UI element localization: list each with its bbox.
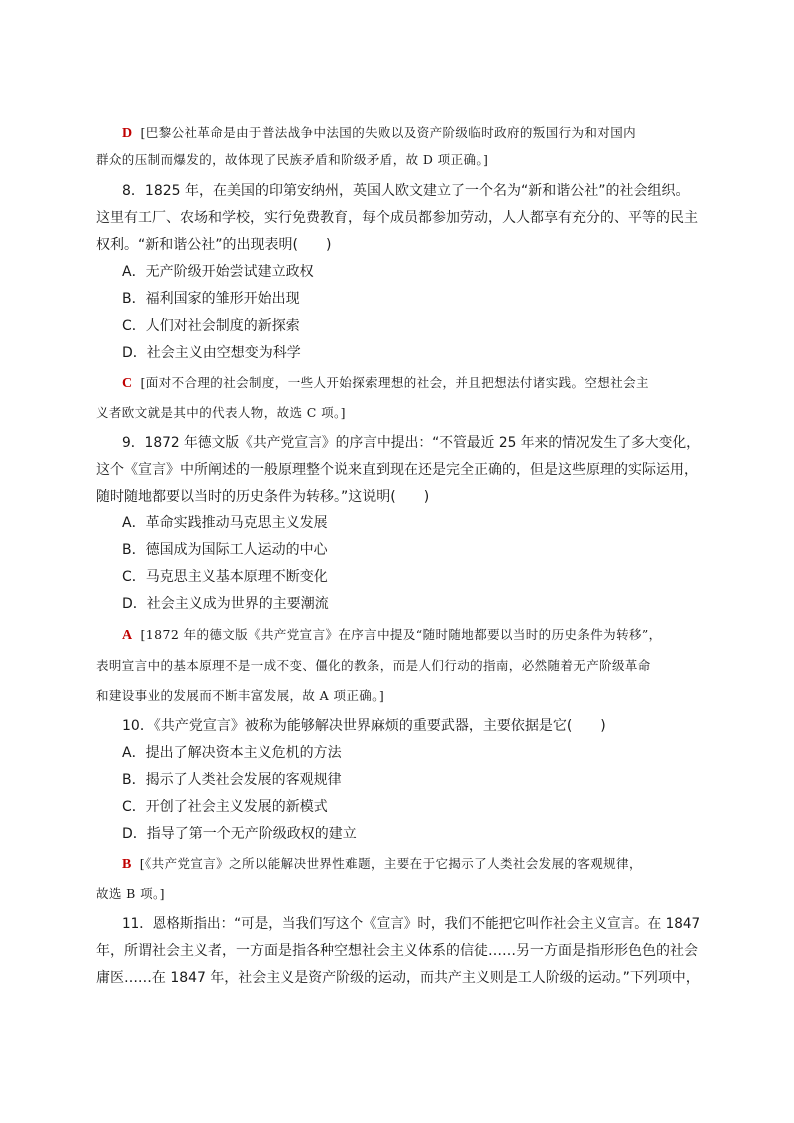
question-line: 年，所谓社会主义者，一方面是指各种空想社会主义体系的信徒……另一方面是指形形色色的社会 [96,943,698,959]
option-c: C．马克思主义基本原理不断变化 [122,569,328,585]
option-b: B．德国成为国际工人运动的中心 [122,542,328,558]
option-c: C．开创了社会主义发展的新模式 [122,799,328,815]
option-b: B．揭示了人类社会发展的客观规律 [122,772,342,788]
option-d: D．社会主义由空想变为科学 [122,345,301,361]
question-line: 随时随地都要以当时的历史条件为转移。”这说明( ) [96,489,430,505]
question-line: 9．1872 年德文版《共产党宣言》的序言中提出：“不管最近 25 年来的情况发生了多大变化， [122,435,700,451]
answer-text: [面对不合理的社会制度，一些人开始探索理想的社会，并且把想法付诸实践。空想社会主 [140,375,649,390]
option-c: C．人们对社会制度的新探索 [122,318,300,334]
answer-line: 故选 B 项。] [96,886,165,901]
option-b: B．福利国家的雏形开始出现 [122,291,300,307]
answer-text: [《共产党宣言》之所以能解决世界性难题，主要在于它揭示了人类社会发展的客观规律， [139,856,642,871]
question-line: 这个《宣言》中所阐述的一般原理整个说来直到现在还是完全正确的，但是这些原理的实际运用， [96,462,698,478]
answer-line: 群众的压制而爆发的，故体现了民族矛盾和阶级矛盾，故 D 项正确。] [96,152,489,167]
question-line: 庸医……在 1847 年，社会主义是资产阶级的运动，而共产主义则是工人阶级的运动。”下列项中， [96,970,700,986]
answer-text: [1872 年的德文版《共产党宣言》在序言中提及“随时随地都要以当时的历史条件为转移”， [140,627,662,642]
question-line: 11．恩格斯指出：“可是，当我们写这个《宣言》时，我们不能把它叫作社会主义宣言。在 1847 [122,916,701,932]
answer-letter: D [122,126,133,141]
answer-line [122,854,642,875]
answer-letter: A [122,628,133,643]
answer-line: 义者欧文就是其中的代表人物，故选 C 项。] [96,405,346,420]
answer-line [122,625,662,646]
question-line: 10．《共产党宣言》被称为能够解决世界麻烦的重要武器，主要依据是它( ) [122,718,606,734]
option-d: D．社会主义成为世界的主要潮流 [122,596,329,612]
answer-line: 表明宣言中的基本原理不是一成不变、僵化的教条，而是人们行动的指南，必然随着无产阶级革命 [96,658,651,673]
option-a: A．无产阶级开始尝试建立政权 [122,264,314,280]
answer-letter: B [122,857,132,872]
question-line: 8．1825 年，在美国的印第安纳州，英国人欧文建立了一个名为“新和谐公社”的社会组织。 [122,183,690,199]
answer-line [122,373,649,394]
answer-letter: C [122,376,133,391]
option-a: A．提出了解决资本主义危机的方法 [122,745,342,761]
question-line: 这里有工厂、农场和学校，实行免费教育，每个成员都参加劳动，人人都享有充分的、平等的民主 [96,210,698,226]
answer-text: [巴黎公社革命是由于普法战争中法国的失败以及资产阶级临时政府的叛国行为和对国内 [140,125,636,140]
option-d: D．指导了第一个无产阶级政权的建立 [122,826,357,842]
option-a: A．革命实践推动马克思主义发展 [122,515,328,531]
question-line: 权利。“新和谐公社”的出现表明( ) [96,237,332,253]
answer-line [122,123,636,144]
answer-line: 和建设事业的发展而不断丰富发展，故 A 项正确。] [96,688,385,703]
